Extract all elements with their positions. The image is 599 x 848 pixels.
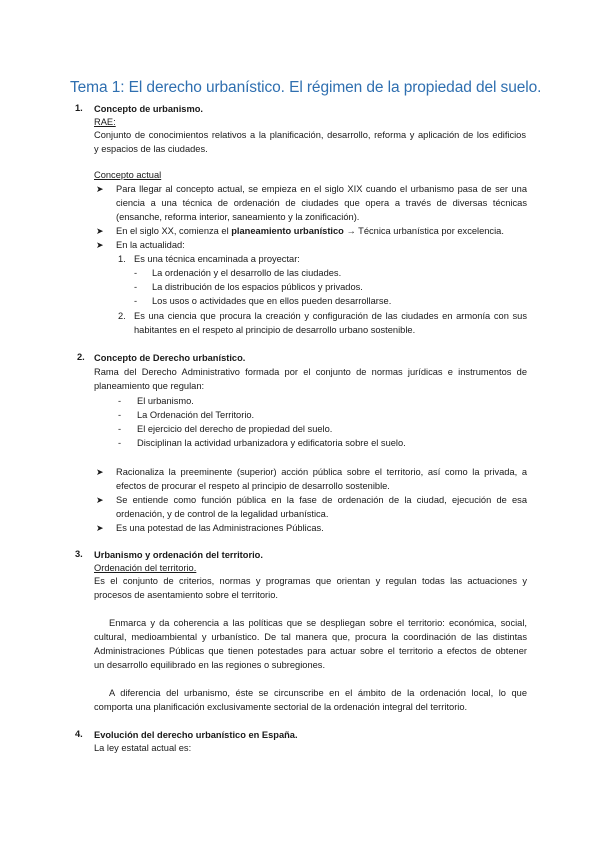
section-1-heading: Concepto de urbanismo.	[94, 104, 203, 114]
s1-numbered-2-line-2: habitantes en el respeto al principio de desarrollo urbano sostenible.	[134, 325, 416, 335]
s2-dash-4: Disciplinan la actividad urbanizadora y edificatoria sobre el suelo.	[137, 438, 406, 448]
s1-bullet-1-line-3: (ensanche, reforma interior, saneamiento y la zonificación).	[116, 212, 360, 222]
s1-bullet-2-pre: En el siglo XX, comienza el	[116, 226, 232, 236]
arrow-bullet-icon: ➤	[96, 467, 104, 477]
s3-p2-line-3: Administraciones Públicas que tienen potestades para actuar sobre el territorio a efectos de obtener	[94, 646, 527, 656]
dash-bullet: -	[134, 268, 138, 278]
s3-p1-line-2: procesos de asentamiento sobre el territorio.	[94, 590, 278, 600]
s2-dash-3: El ejercicio del derecho de propiedad del suelo.	[137, 424, 333, 434]
arrow-bullet-icon: ➤	[96, 240, 104, 250]
s1-bullet-1-line-1: Para llegar al concepto actual, se empieza en el siglo XIX cuando el urbanismo pasa de ser una	[116, 184, 527, 194]
section-3-heading: Urbanismo y ordenación del territorio.	[94, 550, 263, 560]
s1-numbered-2-number: 2.	[118, 311, 126, 321]
s3-p3-line-2: comporta una planificación exclusivamente sectorial de la ordenación integral del territorio.	[94, 702, 468, 712]
s2-bullet-1-line-2: efectos de procurar el respeto al principio de desarrollo sostenible.	[116, 481, 390, 491]
s3-p2-line-1: Enmarca y da coherencia a las políticas que se despliegan sobre el territorio: económica, social,	[109, 618, 527, 628]
s2-paragraph-line-1: Rama del Derecho Administrativo formada por el conjunto de normas jurídicas e instrumentos de	[94, 367, 527, 377]
dash-bullet: -	[118, 410, 122, 420]
s1-bullet-1-line-2: ciencia a una técnica de ordenación de ciudades que opera a través de diversas técnicas	[116, 198, 527, 208]
s3-p2-line-2: cultural, medioambiental y urbanístico. De tal manera que, procura la coordinación de las distintas	[94, 632, 527, 642]
s3-p1-line-1: Es el conjunto de criterios, normas y programas que orientan y regulan todas las actuaciones y	[94, 576, 527, 586]
dash-bullet: -	[118, 396, 122, 406]
s1-numbered-1: Es una técnica encaminada a proyectar:	[134, 254, 300, 264]
rae-definition-line-1: Conjunto de conocimientos relativos a la planificación, desarrollo, reforma y aplicación de los edificios	[94, 130, 526, 140]
section-1-number: 1.	[75, 103, 83, 113]
arrow-bullet-icon: ➤	[96, 184, 104, 194]
s2-bullet-2-line-1: Se entiende como función pública en la fase de ordenación de la ciudad, ejecución de esa	[116, 495, 527, 505]
s2-bullet-3: Es una potestad de las Administraciones Públicas.	[116, 523, 324, 533]
ordenacion-territorio-label: Ordenación del territorio.	[94, 563, 197, 573]
s1-dash-3: Los usos o actividades que en ellos pueden desarrollarse.	[152, 296, 392, 306]
s1-numbered-2-line-1: Es una ciencia que procura la creación y configuración de las ciudades en armonía con sus	[134, 311, 527, 321]
s1-bullet-3: En la actualidad:	[116, 240, 185, 250]
arrow-bullet-icon: ➤	[96, 523, 104, 533]
s1-dash-2: La distribución de los espacios públicos y privados.	[152, 282, 363, 292]
s2-dash-2: La Ordenación del Territorio.	[137, 410, 255, 420]
s1-numbered-1-number: 1.	[118, 254, 126, 264]
dash-bullet: -	[118, 424, 122, 434]
section-2-number: 2.	[77, 352, 85, 362]
s1-bullet-2	[116, 225, 504, 237]
section-4-number: 4.	[75, 729, 83, 739]
dash-bullet: -	[134, 296, 138, 306]
dash-bullet: -	[118, 438, 122, 448]
rae-label: RAE:	[94, 117, 116, 127]
planeamiento-urbanistico-bold: planeamiento urbanístico	[231, 226, 344, 236]
s3-p2-line-4: un desarrollo equilibrado en las regiones o subregiones.	[94, 660, 326, 670]
s4-paragraph: La ley estatal actual es:	[94, 743, 192, 753]
section-2-heading: Concepto de Derecho urbanístico.	[94, 353, 246, 363]
s2-bullet-2-line-2: ordenación, y de control de la legalidad urbanística.	[116, 509, 329, 519]
section-4-heading: Evolución del derecho urbanístico en España.	[94, 730, 298, 740]
arrow-bullet-icon: ➤	[96, 226, 104, 236]
s1-bullet-2-post: → Técnica urbanística por excelencia.	[343, 226, 504, 236]
rae-definition-line-2: y espacios de las ciudades.	[94, 144, 208, 154]
arrow-bullet-icon: ➤	[96, 495, 104, 505]
s2-paragraph-line-2: planeamiento que regulan:	[94, 381, 205, 391]
s2-bullet-1-line-1: Racionaliza la preeminente (superior) acción pública sobre el territorio, así como la privada, a	[116, 467, 527, 477]
section-3-number: 3.	[75, 549, 83, 559]
page-title: Tema 1: El derecho urbanístico. El régimen de la propiedad del suelo.	[70, 79, 542, 96]
s3-p3-line-1: A diferencia del urbanismo, éste se circunscribe en el ámbito de la ordenación local, lo que	[109, 688, 527, 698]
s2-dash-1: El urbanismo.	[137, 396, 194, 406]
concepto-actual-label: Concepto actual	[94, 170, 162, 180]
s1-dash-1: La ordenación y el desarrollo de las ciudades.	[152, 268, 342, 278]
dash-bullet: -	[134, 282, 138, 292]
